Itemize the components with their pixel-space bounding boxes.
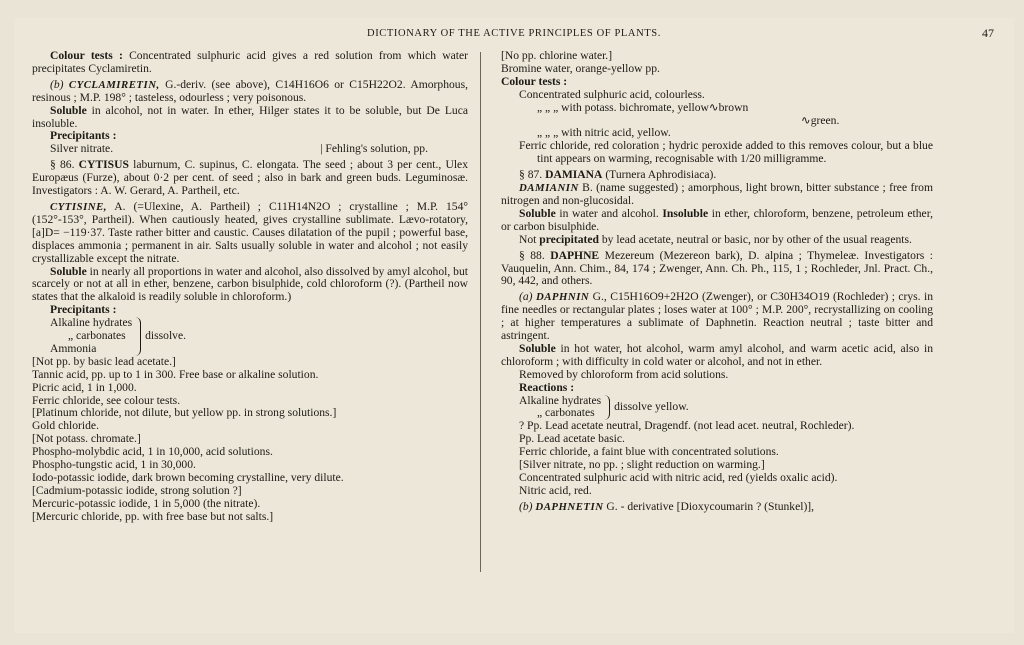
list-item: Ferric chloride, see colour tests. [32, 393, 181, 407]
dissolve-yellow-brace-group: Alkaline hydrates „ carbonates dissolve yellow. [519, 393, 689, 420]
right-column [501, 50, 933, 514]
list-item: Bromine water, orange-yellow pp. [501, 61, 660, 75]
paragraph-soluble-2: Soluble in nearly all proportions in water and alcohol, also dissolved by amyl alcohol, but scarcely or not at all in ether, benzene, carbon bisulphide, cold chloroform (?). (Partheil now states that the alkaloid is readily soluble in chloroform.) [32, 264, 468, 304]
section-88-daphne: § 88. DAPHNE Mezereum (Mezereon bark), D. alpina ; Thymeleæ. Investigators : Vauquelin, Ann. Chim., 84, 174 ; Zwenger, Ann. Ch. Ph., 115, 1 ; Rochleder, Jnl. Pract. Ch., 90, 442, and others. [501, 248, 933, 288]
book-page [14, 18, 1014, 633]
heading-precipitants-1: Precipitants : [50, 129, 117, 143]
section-87-damiana: § 87. DAMIANA (Turnera Aphrodisiaca). [519, 168, 717, 182]
list-item: [No pp. chlorine water.] [501, 49, 613, 62]
list-item: Ferric chloride, red coloration ; hydric peroxide added to this removes colour, but a blue tint appears on warming, recognisable with 1/20 milligramme. [519, 139, 933, 166]
list-item: [Cadmium-potassic iodide, strong solution ?] [32, 483, 242, 497]
paragraph-soluble-3: Soluble in water and alcohol. Insoluble in ether, chloroform, benzene, petroleum ether, or carbon bisulphide. [501, 206, 933, 233]
list-item: [Silver nitrate, no pp. ; slight reduction on warming.] [519, 458, 765, 472]
paragraph-not-precipitated: Not precipitated by lead acetate, neutral or basic, nor by other of the usual reagents. [519, 232, 912, 246]
paragraph-cytisine: CYTISINE, A. (=Ulexine, A. Partheil) ; C11H14N2O ; crystalline ; M.P. 154° (152°-153°, Partheil). When cautiously heated, gives crystalline sublimate. Lævo-rotatory, [a]D= −119·37. Taste rather bitter and caustic. Causes dilatation of the pupil ; powerful base, displaces ammonia ; permanent in air. Salts usually soluble in water and alcohol ; not easily crystallizable except the nitrate. [32, 199, 468, 265]
list-item: Pp. Lead acetate basic. [519, 432, 625, 446]
heading-colour-tests: Colour tests : [501, 74, 568, 88]
list-item: [Not pp. by basic lead acetate.] [32, 354, 176, 368]
brace-mark [134, 317, 141, 356]
left-column [32, 50, 468, 524]
list-item: Ferric chloride, a faint blue with concentrated solutions. [519, 445, 779, 459]
list-item: ∿green. [801, 113, 840, 127]
list-item: ? Pp. Lead acetate neutral, Dragendf. (not lead acet. neutral, Rochleder). [519, 419, 855, 433]
list-item: [Platinum chloride, not dilute, but yellow pp. in strong solutions.] [32, 406, 337, 420]
paragraph-daphnin: (a) DAPHNIN G., C15H16O9+2H2O (Zwenger), or C30H34O19 (Rochleder) ; crys. in fine needles or rectangular plates ; loses water at 100° ; M.P. 200°, recrystallizing on cooling ; at higher temperatures a sublimate of Daphnetin. Reaction neutral ; taste bitter and astringent. [501, 290, 933, 343]
paragraph-soluble-4: Soluble in hot water, hot alcohol, warm amyl alcohol, and warm acetic acid, also in chloroform ; with difficulty in cold water or alcohol, and not in ether. [501, 341, 933, 368]
paragraph-cyclamiretin: (b) CYCLAMIRETIN, G.-deriv. (see above), C14H16O6 or C15H22O2. Amorphous, resinous ; M.P. 198° ; tasteless, odourless ; very poisonous. [32, 77, 469, 104]
precipitants-row: Silver nitrate. | Fehling's solution, pp. [50, 142, 428, 156]
list-item: [Not potass. chromate.] [32, 432, 141, 446]
list-item: Phospho-tungstic acid, 1 in 30,000. [32, 458, 196, 472]
list-item: Mercuric-potassic iodide, 1 in 5,000 (the nitrate). [32, 496, 261, 510]
list-item: Concentrated sulphuric acid, colourless. [519, 87, 705, 101]
list-item: „ „ „ with potass. bichromate, yellow∿brown [537, 100, 749, 114]
heading-reactions: Reactions : [519, 380, 575, 394]
list-item: Picric acid, 1 in 1,000. [32, 380, 137, 394]
list-item: Nitric acid, red. [519, 483, 592, 497]
heading-precipitants-2: Precipitants : [50, 303, 117, 317]
paragraph-damianin: DAMIANIN B. (name suggested) ; amorphous, light brown, bitter substance ; free from nitrogen and non-glucosidal. [501, 181, 933, 207]
list-item: Concentrated sulphuric acid with nitric acid, red (yields oxalic acid). [519, 471, 838, 484]
list-item: Gold chloride. [32, 419, 99, 433]
paragraph-colour-tests: Colour tests : Concentrated sulphuric acid gives a red solution from which water precipitates Cyclamiretin. [32, 49, 468, 75]
list-item: Iodo-potassic iodide, dark brown becoming crystalline, very dilute. [32, 471, 344, 484]
list-item: Phospho-molybdic acid, 1 in 10,000, acid solutions. [32, 445, 273, 459]
list-item: [Mercuric chloride, pp. with free base but not salts.] [32, 509, 274, 523]
column-divider [480, 52, 481, 572]
list-item: „ „ „ with nitric acid, yellow. [537, 126, 671, 140]
dissolve-brace-group: Alkaline hydrates „ carbonates Ammonia dissolve. [50, 316, 187, 355]
paragraph-daphnetin: (b) DAPHNETIN G. - derivative [Dioxycoumarin ? (Stunkel)], [519, 499, 815, 513]
running-head: DICTIONARY OF THE ACTIVE PRINCIPLES OF PLANTS. [367, 28, 661, 39]
section-86-cytisus: § 86. CYTISUS laburnum, C. supinus, C. elongata. The seed ; about 3 per cent., Ulex Europæus (Furze), about 0·2 per cent. of seed ; also in bark and green buds. Leguminosæ. Investigators : A. W. Gerard, A. Partheil, etc. [32, 158, 468, 198]
list-item: Tannic acid, pp. up to 1 in 300. Free base or alkaline solution. [32, 367, 319, 381]
paragraph-removed: Removed by chloroform from acid solutions. [519, 367, 729, 381]
brace-mark [603, 395, 610, 421]
page-number: 47 [982, 26, 994, 40]
paragraph-soluble-1: Soluble in alcohol, not in water. In ether, Hilger states it to be soluble, but De Luca insoluble. [32, 103, 468, 130]
